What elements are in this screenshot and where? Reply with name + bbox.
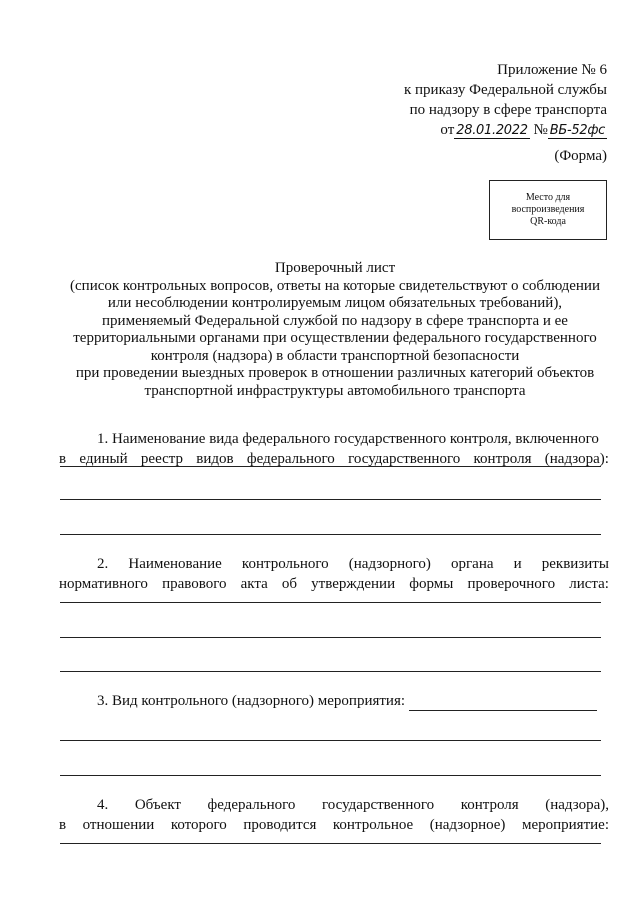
section-1-fill-line[interactable] bbox=[60, 534, 601, 535]
qr-code-placeholder bbox=[489, 180, 607, 240]
word: федерального bbox=[207, 797, 296, 813]
word: единый bbox=[79, 451, 128, 467]
title-line: территориальными органами при осуществлении федерального государственного bbox=[73, 330, 597, 346]
word: и bbox=[513, 556, 522, 572]
section-4 bbox=[59, 795, 609, 835]
word: видов bbox=[196, 451, 234, 467]
date-prefix: от bbox=[440, 122, 455, 138]
word: в bbox=[59, 451, 67, 467]
word: проводится bbox=[243, 817, 317, 833]
word: государственного bbox=[348, 451, 461, 467]
word: 4. bbox=[97, 797, 109, 813]
handwritten-date: 28.01.2022 bbox=[456, 123, 528, 138]
section-2-fill-line[interactable] bbox=[60, 637, 601, 638]
word: Объект bbox=[134, 797, 181, 813]
section-2-line-1 bbox=[59, 554, 609, 574]
title-line: применяемый Федеральной службой по надзору в сфере транспорта и ее bbox=[102, 312, 568, 329]
section-1-fill-line[interactable] bbox=[60, 466, 601, 467]
qr-box-line: воспроизведения bbox=[511, 204, 585, 215]
number-prefix: № bbox=[533, 122, 548, 138]
section-3-fill-line[interactable] bbox=[60, 740, 601, 741]
handwritten-number: ВБ-52фс bbox=[549, 123, 605, 138]
word: в bbox=[59, 817, 67, 833]
word: контроля bbox=[460, 797, 519, 813]
title-line: (список контрольных вопросов, ответы на которые свидетельствуют о соблюдении bbox=[70, 277, 600, 294]
word: контрольного bbox=[241, 556, 329, 572]
word: утверждении bbox=[311, 576, 396, 592]
word: акта bbox=[240, 576, 268, 592]
word: Наименование bbox=[128, 556, 222, 572]
section-1-fill-line[interactable] bbox=[60, 499, 601, 500]
word: (надзора), bbox=[545, 797, 609, 813]
title-line: или несоблюдении контролируемым лицом обязательных требований), bbox=[107, 295, 563, 311]
section-3-fill-line[interactable] bbox=[60, 775, 601, 776]
appendix-date-line bbox=[404, 120, 607, 141]
qr-box-line: Место для bbox=[525, 192, 571, 203]
title-line: транспортной инфраструктуры автомобильного транспорта bbox=[144, 382, 526, 399]
word: (надзора): bbox=[544, 451, 609, 467]
word: органа bbox=[451, 556, 494, 572]
section-2 bbox=[59, 554, 609, 594]
word: правового bbox=[162, 576, 227, 592]
section-2-fill-line[interactable] bbox=[60, 671, 601, 672]
word: контрольное bbox=[332, 817, 414, 833]
word: (надзорное) bbox=[429, 817, 506, 833]
section-4-fill-line[interactable] bbox=[60, 843, 601, 844]
section-1 bbox=[59, 429, 609, 469]
word: 2. bbox=[97, 556, 109, 572]
word: реестр bbox=[140, 451, 184, 467]
appendix-agency: по надзору в сфере транспорта bbox=[409, 102, 607, 118]
section-4-line-1 bbox=[59, 795, 609, 815]
word: контроля bbox=[473, 451, 532, 467]
word: реквизиты bbox=[541, 556, 609, 572]
section-3-line bbox=[59, 691, 609, 711]
word: которого bbox=[170, 817, 227, 833]
section-2-line-2 bbox=[59, 574, 609, 594]
word: об bbox=[281, 576, 298, 592]
section-3-inline-fill[interactable] bbox=[409, 696, 597, 711]
word: мероприятие: bbox=[521, 817, 609, 833]
title-heading: Проверочный лист bbox=[274, 260, 396, 276]
title-line: контроля (надзора) в области транспортной безопасности bbox=[150, 347, 520, 364]
section-4-line-2 bbox=[59, 815, 609, 835]
appendix-header bbox=[404, 60, 607, 141]
word: отношении bbox=[82, 817, 155, 833]
word: нормативного bbox=[59, 576, 148, 592]
title-line: при проведении выездных проверок в отношении различных категорий объектов bbox=[75, 365, 595, 381]
section-1-line-1: 1. Наименование вида федерального государственного контроля, включенного bbox=[97, 431, 599, 447]
section-3 bbox=[59, 691, 609, 711]
section-3-label: 3. Вид контрольного (надзорного) мероприятия: bbox=[97, 693, 406, 709]
word: формы bbox=[409, 576, 454, 592]
word: листа: bbox=[569, 576, 609, 592]
word: федерального bbox=[246, 451, 335, 467]
document-title bbox=[40, 260, 630, 400]
qr-box-line: QR-кода bbox=[530, 216, 566, 227]
word: проверочного bbox=[467, 576, 556, 592]
word: государственного bbox=[321, 797, 435, 813]
appendix-number: Приложение № 6 bbox=[497, 62, 607, 78]
word: (надзорного) bbox=[348, 556, 431, 572]
appendix-order-ref: к приказу Федеральной службы bbox=[403, 82, 607, 98]
section-2-fill-line[interactable] bbox=[60, 602, 601, 603]
form-label: (Форма) bbox=[554, 148, 607, 164]
